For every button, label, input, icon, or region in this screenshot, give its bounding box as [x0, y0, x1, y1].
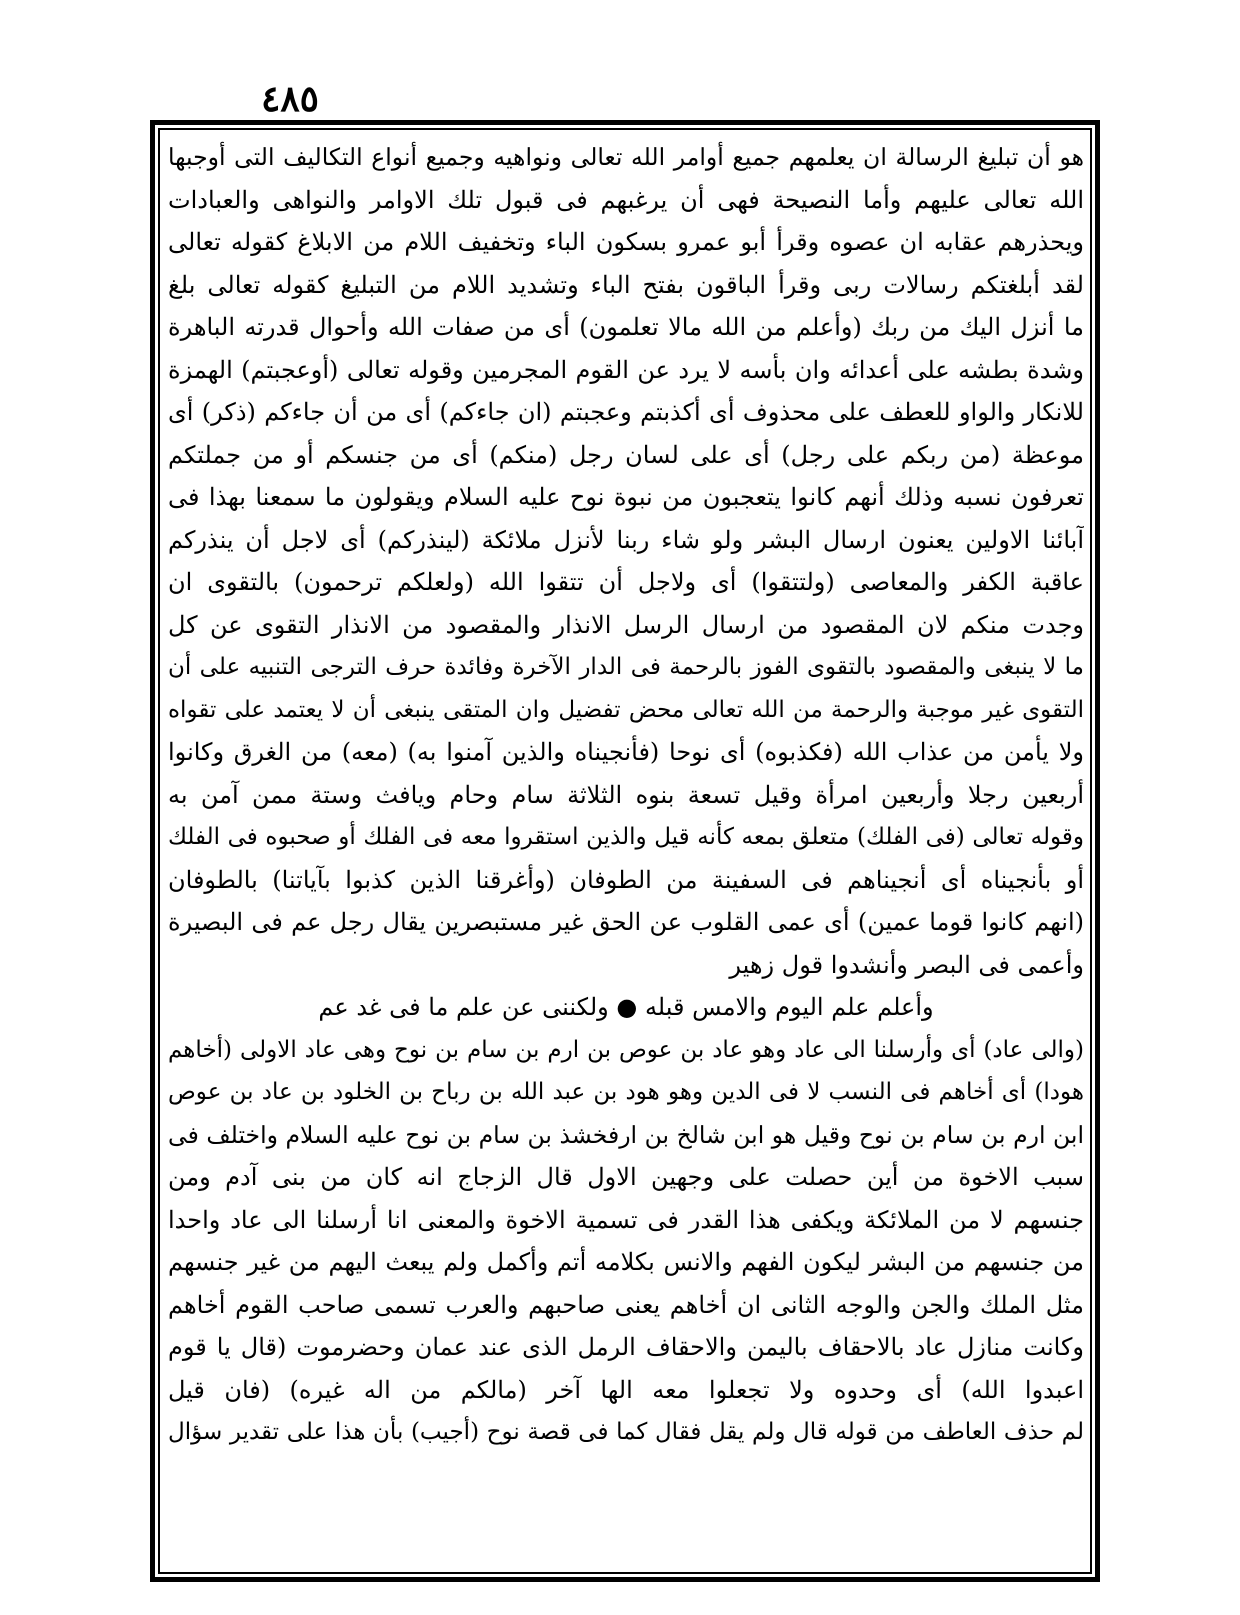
- text-line: موعظة (من ربكم على رجل) أى على لسان رجل (منكم) أى من جنسكم أو من جملتكم: [168, 440, 1084, 469]
- text-line: هودا) أى أخاهم فى النسب لا فى الدين وهو هود بن عبد الله بن رباح بن الخلود بن عاد بن عوص: [168, 1079, 1084, 1105]
- text-line: (والى عاد) أى وأرسلنا الى عاد وهو عاد بن عوص بن ارم بن سام بن نوح وهى عاد الاولى (أخاهم: [168, 1036, 1084, 1063]
- text-line: وأعمى فى البصر وأنشدوا قول زهير: [729, 950, 1084, 979]
- text-line: للانكار والواو للعطف على محذوف أى أكذبتم وعجبتم (ان جاءكم) أى من أن جاءكم (ذكر) أى: [168, 398, 1084, 426]
- text-line: الله تعالى عليهم وأما النصيحة فهى أن يرغبهم فى قبول تلك الاوامر والنواهى والعبادات: [168, 185, 1084, 214]
- text-line: وقوله تعالى (فى الفلك) متعلق بمعه كأنه قيل والذين استقروا معه فى الفلك أو صحبوه فى الفلك: [168, 824, 1084, 850]
- text-line: اعبدوا الله) أى وحدوه ولا تجعلوا معه الها آخر (مالكم من اله غيره) (فان قيل: [168, 1375, 1084, 1404]
- text-line: جنسهم لا من الملائكة ويكفى هذا القدر فى تسمية الاخوة والمعنى انا أرسلنا الى عاد واحدا: [168, 1205, 1084, 1234]
- text-line: تعرفون نسبه وذلك أنهم كانوا يتعجبون من نبوة نوح عليه السلام ويقولون ما سمعنا بهذا فى: [168, 483, 1084, 511]
- text-line: وكانت منازل عاد بالاحقاف باليمن والاحقاف الرمل الذى عند عمان وحضرموت (قال يا قوم: [168, 1333, 1084, 1361]
- text-line: مثل الملك والجن والوجه الثانى ان أخاهم يعنى صاحبهم والعرب تسمى صاحب القوم أخاهم: [168, 1290, 1084, 1319]
- body-text: [168, 136, 1084, 1566]
- text-line: سبب الاخوة من أين حصلت على وجهين الاول قال الزجاج انه كان من بنى آدم ومن: [168, 1163, 1084, 1191]
- text-line: ابن ارم بن سام بن نوح وقيل هو ابن شالخ بن ارفخشذ بن سام بن نوح عليه السلام واختلف فى: [168, 1120, 1084, 1149]
- text-line: التقوى غير موجبة والرحمة من الله تعالى محض تفضيل وان المتقى ينبغى أن لا يعتمد على تقواه: [168, 696, 1084, 723]
- text-line: من جنسهم من البشر ليكون الفهم والانس بكلامه أتم وأكمل ولم يبعث اليهم من غير جنسهم: [168, 1248, 1084, 1276]
- text-line: لم حذف العاطف من قوله قال ولم يقل فقال كما فى قصة نوح (أجيب) بأن هذا على تقدير سؤال: [168, 1419, 1084, 1445]
- text-line: أو بأنجيناه أى أنجيناهم فى السفينة من الطوفان (وأغرقنا الذين كذبوا بآياتنا) بالطوفان: [168, 865, 1084, 894]
- text-line: ولا يأمن من عذاب الله (فكذبوه) أى نوحا (فأنجيناه والذين آمنوا به) (معه) من الغرق وكانوا: [168, 738, 1084, 766]
- text-line: وجدت منكم لان المقصود من ارسال الرسل الانذار والمقصود من الانذار التقوى عن كل: [168, 610, 1084, 639]
- text-line: هو أن تبليغ الرسالة ان يعلمهم جميع أوامر الله تعالى ونواهيه وجميع أنواع التكاليف التى أوجبها: [168, 143, 1084, 171]
- text-line: وشدة بطشه على أعدائه وان بأسه لا يرد عن القوم المجرمين وقوله تعالى (أوعجبتم) الهمزة: [168, 355, 1084, 384]
- text-line: عاقبة الكفر والمعاصى (ولتتقوا) أى ولاجل أن تتقوا الله (ولعلكم ترحمون) بالتقوى ان: [168, 568, 1084, 596]
- poetry-verse: وأعلم علم اليوم والامس قبله ● ولكننى عن علم ما فى غد عم: [318, 993, 934, 1021]
- text-line: (انهم كانوا قوما عمين) أى عمى القلوب عن الحق غير مستبصرين يقال رجل عم فى البصيرة: [168, 908, 1084, 936]
- text-line: ويحذرهم عقابه ان عصوه وقرأ أبو عمرو بسكون الباء وتخفيف اللام من الابلاغ كقوله تعالى: [168, 228, 1084, 256]
- text-line: أربعين رجلا وأربعين امرأة وقيل تسعة بنوه الثلاثة سام وحام ويافث وستة ممن آمن به: [168, 780, 1084, 809]
- text-line: ما أنزل اليك من ربك (وأعلم من الله مالا تعلمون) أى من صفات الله وأحوال قدرته الباهرة: [168, 313, 1084, 341]
- text-line: ما لا ينبغى والمقصود بالتقوى الفوز بالرحمة فى الدار الآخرة وفائدة حرف الترجى التنبيه على أن: [168, 654, 1084, 680]
- text-line: آبائنا الاولين يعنون ارسال البشر ولو شاء ربنا لأنزل ملائكة (لينذركم) أى لاجل أن ينذركم: [168, 525, 1084, 554]
- page-number: ٤٨٥: [260, 78, 319, 120]
- text-line: لقد أبلغتكم رسالات ربى وقرأ الباقون بفتح الباء وتشديد اللام من التبليغ كقوله تعالى بلغ: [168, 270, 1084, 299]
